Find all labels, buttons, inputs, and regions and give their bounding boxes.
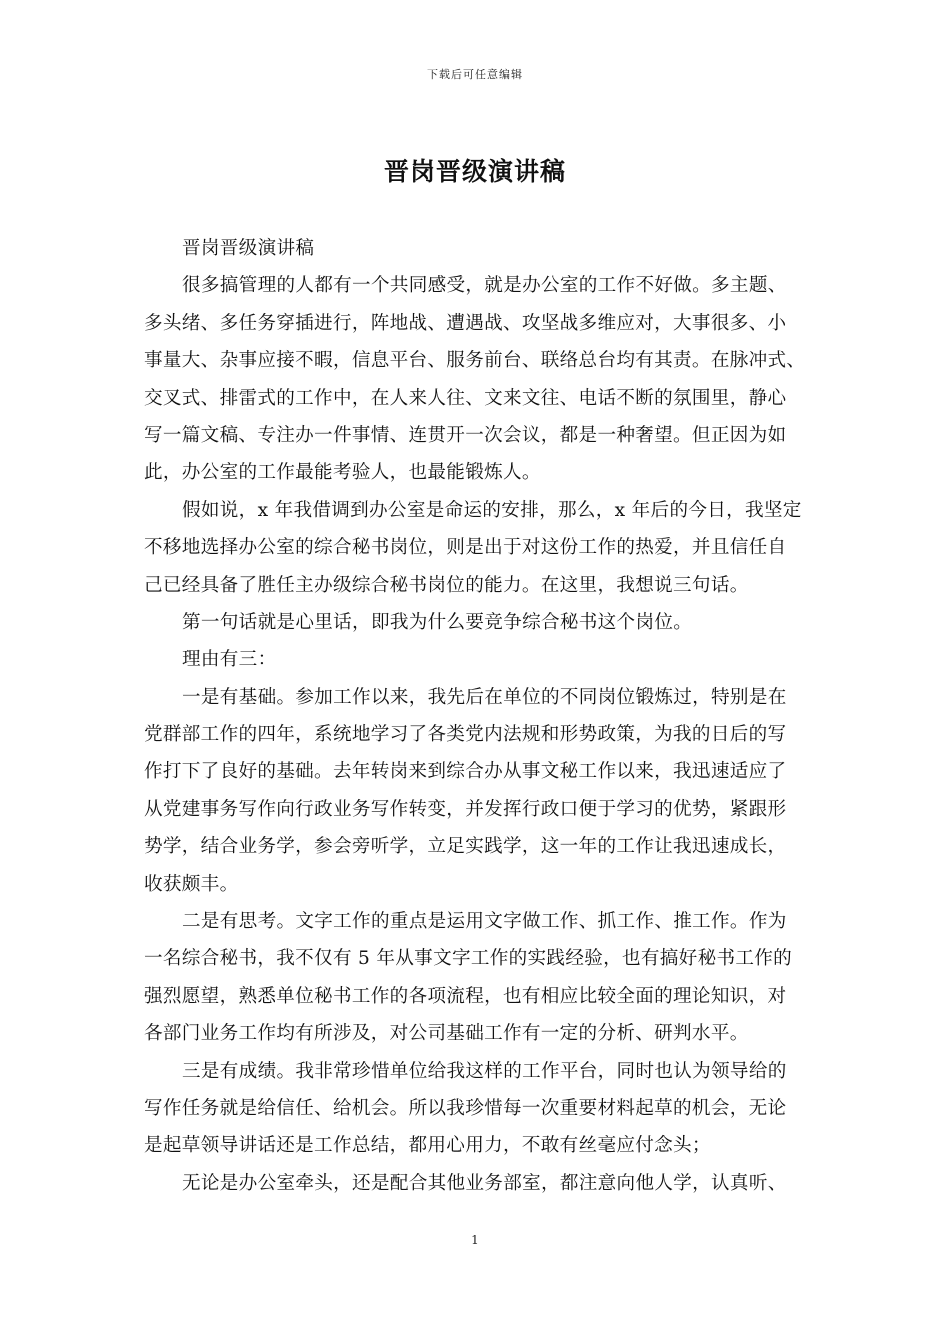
body-line: 不移地选择办公室的综合秘书岗位，则是出于对这份工作的热爱，并且信任自 (144, 537, 787, 559)
body-line: 一是有基础。参加工作以来，我先后在单位的不同岗位锻炼过，特别是在 (182, 686, 787, 708)
body-line: 势学，结合业务学，参会旁听学，立足实践学，这一年的工作让我迅速成长， (144, 836, 787, 858)
body-line: 各部门业务工作均有所涉及，对公司基础工作有一定的分析、研判水平。 (144, 1023, 749, 1045)
body-line: 收获颇丰。 (144, 873, 239, 895)
body-line: 三是有成绩。我非常珍惜单位给我这样的工作平台，同时也认为领导给的 (182, 1060, 787, 1082)
body-line: 第一句话就是心里话，即我为什么要竞争综合秘书这个岗位。 (182, 611, 693, 633)
document-title: 晋岗晋级演讲稿 (383, 157, 566, 186)
body-line: 强烈愿望，熟悉单位秘书工作的各项流程，也有相应比较全面的理论知识，对 (144, 985, 787, 1007)
body-line: 党群部工作的四年，系统地学习了各类党内法规和形势政策，为我的日后的写 (144, 724, 787, 746)
body-line: 己已经具备了胜任主办级综合秘书岗位的能力。在这里，我想说三句话。 (144, 574, 749, 596)
body-line: 假如说，x 年我借调到办公室是命运的安排，那么，x 年后的今日，我坚定 (182, 499, 802, 521)
body-line: 理由有三： (182, 649, 277, 671)
header-note: 下载后可任意编辑 (427, 68, 523, 81)
body-line: 晋岗晋级演讲稿 (182, 238, 315, 259)
body-line: 写作任务就是给信任、给机会。所以我珍惜每一次重要材料起草的机会，无论 (144, 1097, 787, 1119)
body-line: 从党建事务写作向行政业务写作转变，并发挥行政口便于学习的优势，紧跟形 (144, 798, 787, 820)
body-line: 写一篇文稿、专注办一件事情、连贯开一次会议，都是一种奢望。但正因为如 (144, 424, 787, 446)
body-line: 二是有思考。文字工作的重点是运用文字做工作、抓工作、推工作。作为 (182, 911, 787, 933)
body-line: 作打下了良好的基础。去年转岗来到综合办从事文秘工作以来，我迅速适应了 (144, 761, 787, 783)
body-line: 很多搞管理的人都有一个共同感受，就是办公室的工作不好做。多主题、 (182, 275, 787, 297)
body-line: 事量大、杂事应接不暇，信息平台、服务前台、联络总台均有其责。在脉冲式、 (144, 350, 806, 372)
page-number: 1 (471, 1233, 479, 1247)
body-line: 是起草领导讲话还是工作总结，都用心用力，不敢有丝毫应付念头； (144, 1135, 711, 1157)
body-line: 此，办公室的工作最能考验人，也最能锻炼人。 (144, 462, 541, 484)
body-line: 无论是办公室牵头，还是配合其他业务部室，都注意向他人学，认真听、 (182, 1172, 787, 1194)
document-body (144, 230, 808, 1202)
body-line: 交叉式、排雷式的工作中，在人来人往、文来文往、电话不断的氛围里，静心 (144, 387, 787, 409)
body-line: 一名综合秘书，我不仅有 5 年从事文字工作的实践经验，也有搞好秘书工作的 (144, 948, 793, 970)
body-line: 多头绪、多任务穿插进行，阵地战、遭遇战、攻坚战多维应对，大事很多、小 (144, 312, 787, 334)
